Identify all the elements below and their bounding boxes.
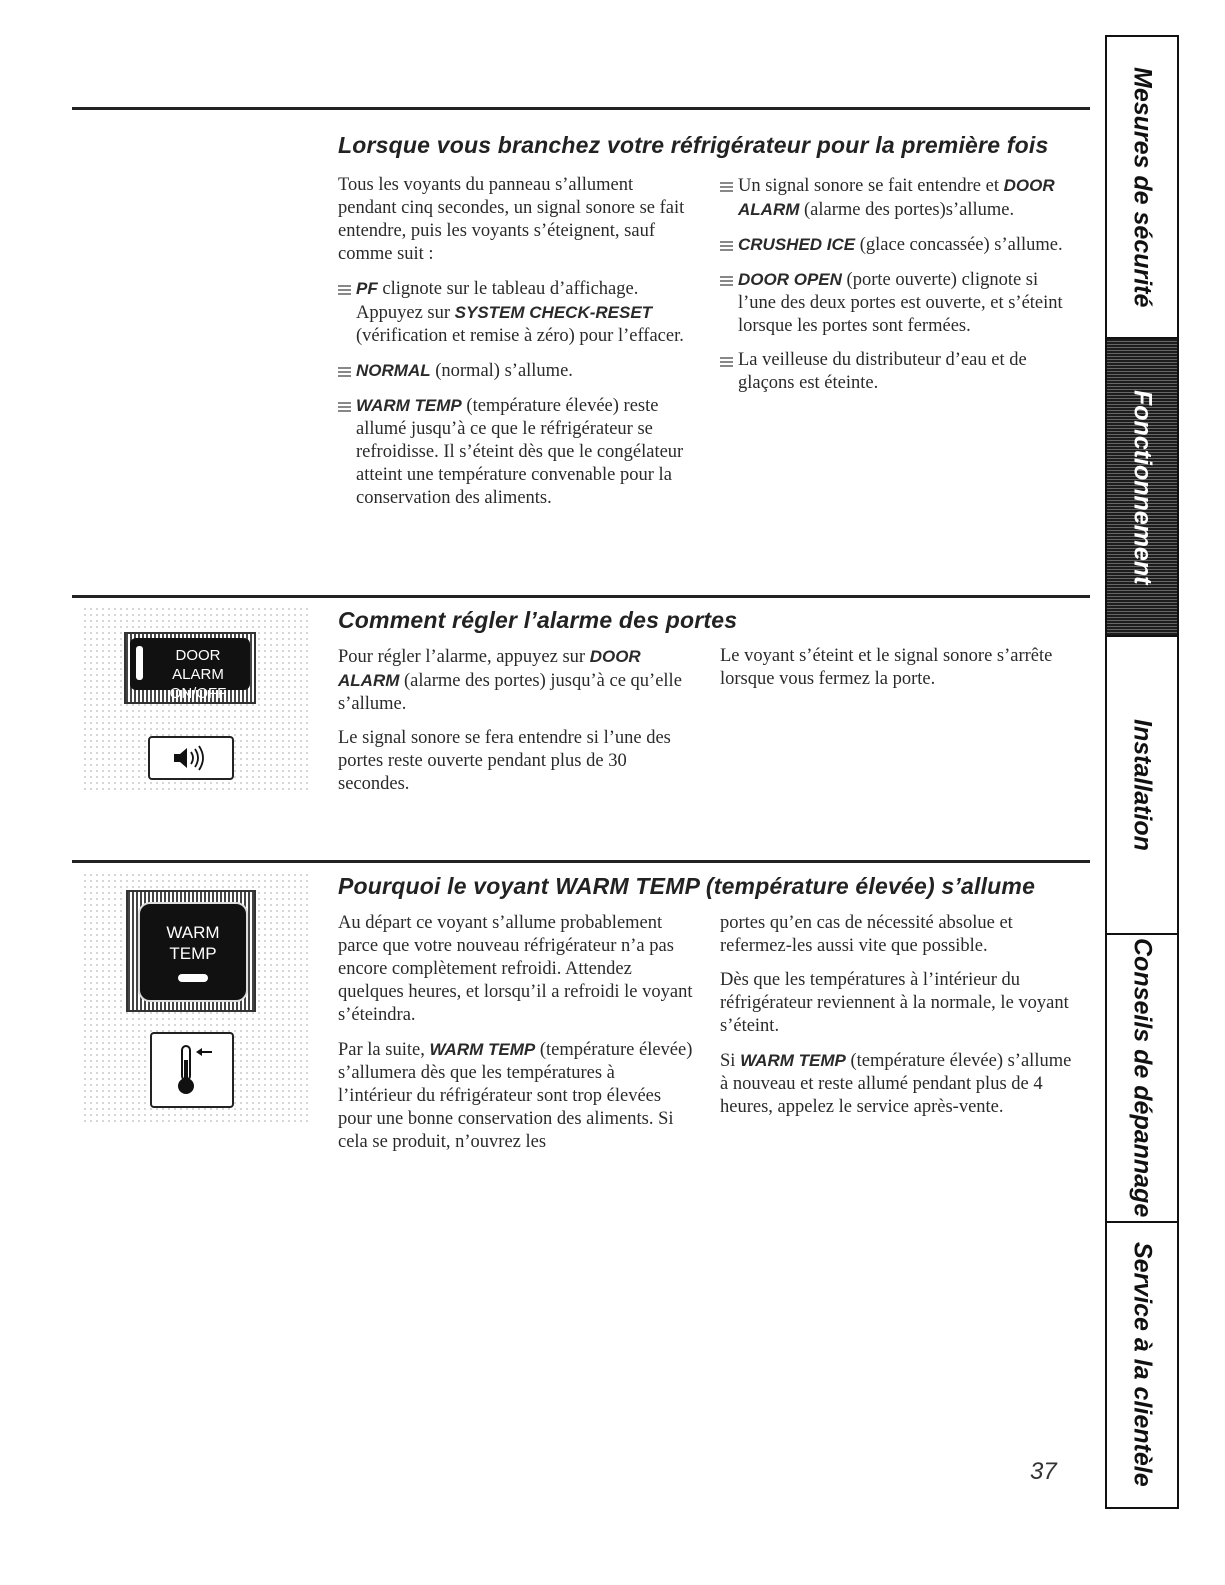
door-alarm-panel bbox=[124, 632, 256, 704]
warm-temp-normal: Dès que les températures à l’intérieur du réfrigérateur reviennent à la normale, le voyant s’éteint. bbox=[720, 970, 1069, 1036]
tab-installation[interactable]: Installation bbox=[1107, 637, 1177, 935]
bullet-door-alarm: Un signal sonore se fait entendre et DOOR ALARM (alarme des portes)s’allume. bbox=[720, 174, 1075, 222]
warm-temp-initial: Au départ ce voyant s’allume probablement parce que votre nouveau réfrigérateur n’a pas encore complètement refroidi. Attendez quelques heures, et lorsqu’il a refroidi le voyant s’éteindra. bbox=[338, 913, 693, 1025]
bullet-icon bbox=[720, 180, 733, 192]
bullet-night-light: La veilleuse du distributeur d’eau et de glaçons est éteinte. bbox=[720, 349, 1075, 395]
bullet-icon bbox=[338, 283, 351, 295]
warm-temp-illustration bbox=[82, 872, 310, 1124]
panel-label-line1: DOOR ALARM bbox=[172, 647, 224, 683]
bullet-warm-temp: WARM TEMP (température élevée) reste allumé jusqu’à ce que le réfrigérateur se refroidisse. Il s’éteint dès que le congélateur atteint une température convenable pour la conservation des aliments. bbox=[338, 394, 690, 510]
section1-intro: Tous les voyants du panneau s’allument pendant cinq secondes, un signal sonore se fait entendre, puis les voyants s’éteignent, sauf comme suit : bbox=[338, 175, 685, 264]
sound-icon bbox=[148, 736, 234, 780]
section1-left-column bbox=[338, 174, 690, 521]
indicator-light bbox=[178, 974, 208, 982]
section-divider-3 bbox=[72, 860, 1090, 863]
section-heading-door-alarm: Comment régler l’alarme des portes bbox=[338, 607, 738, 633]
bullet-normal: NORMAL (normal) s’allume. bbox=[338, 359, 690, 383]
door-alarm-instructions: Pour régler l’alarme, appuyez sur DOOR ALARM (alarme des portes) jusqu’à ce qu’elle s’allume. bbox=[338, 647, 682, 714]
page-number: 37 bbox=[1030, 1458, 1057, 1485]
door-alarm-note: Le signal sonore se fera entendre si l’une des portes reste ouverte pendant plus de 30 secondes. bbox=[338, 728, 671, 794]
panel-label-line2: TEMP bbox=[169, 944, 217, 963]
section-divider-1 bbox=[72, 107, 1090, 110]
section3-right-column bbox=[720, 912, 1075, 1130]
tab-service-a-la-clientele[interactable]: Service à la clientèle bbox=[1128, 1241, 1157, 1487]
bullet-icon bbox=[720, 355, 733, 367]
warm-temp-service: Si WARM TEMP (température élevée) s’allume à nouveau et reste allumé pendant plus de 4 heures, appelez le service après-vente. bbox=[720, 1051, 1072, 1117]
panel-label-line1: WARM bbox=[166, 923, 220, 942]
section2-left-column bbox=[338, 645, 690, 807]
section2-right-column bbox=[720, 645, 1075, 702]
tab-mesures-de-securite[interactable]: Mesures de sécurité bbox=[1107, 37, 1177, 339]
bullet-icon bbox=[338, 400, 351, 412]
bullet-icon bbox=[720, 239, 733, 251]
section-heading-first-plug-in: Lorsque vous branchez votre réfrigérateur pour la première fois bbox=[338, 132, 1049, 158]
section1-right-column bbox=[720, 174, 1075, 406]
bullet-crushed-ice: CRUSHED ICE (glace concassée) s’allume. bbox=[720, 233, 1075, 257]
tab-fonctionnement[interactable]: Fonctionnement bbox=[1107, 339, 1177, 637]
section-heading-warm-temp: Pourquoi le voyant WARM TEMP (température élevée) s’allume bbox=[338, 873, 1036, 899]
bullet-icon bbox=[720, 274, 733, 286]
panel-label-line2: ON/OFF bbox=[169, 685, 227, 702]
warm-temp-doors: portes qu’en cas de nécessité absolue et refermez-les aussi vite que possible. bbox=[720, 913, 1013, 956]
bullet-door-open: DOOR OPEN (porte ouverte) clignote si l’une des deux portes est ouverte, et s’éteint lorsque les portes sont fermées. bbox=[720, 268, 1075, 338]
section-tabs bbox=[1105, 35, 1179, 1509]
indicator-light bbox=[136, 646, 143, 680]
section3-left-column bbox=[338, 912, 693, 1165]
bullet-pf: PF clignote sur le tableau d’affichage. Appuyez sur SYSTEM CHECK-RESET (vérification et remise à zéro) pour l’effacer. bbox=[338, 277, 690, 348]
warm-temp-panel bbox=[126, 890, 256, 1012]
door-alarm-illustration bbox=[82, 606, 310, 792]
section-divider-2 bbox=[72, 595, 1090, 598]
thermometer-icon bbox=[150, 1032, 234, 1108]
warm-temp-later: Par la suite, WARM TEMP (température élevée) s’allumera dès que les températures à l’intérieur du réfrigérateur sont trop élevées pour une bonne conservation des aliments. Si cela se produit, n’ouvrez les bbox=[338, 1040, 693, 1152]
bullet-icon bbox=[338, 365, 351, 377]
door-alarm-close-note: Le voyant s’éteint et le signal sonore s’arrête lorsque vous fermez la porte. bbox=[720, 646, 1053, 689]
tab-conseils-de-depannage[interactable]: Conseils de dépannage bbox=[1107, 935, 1177, 1223]
